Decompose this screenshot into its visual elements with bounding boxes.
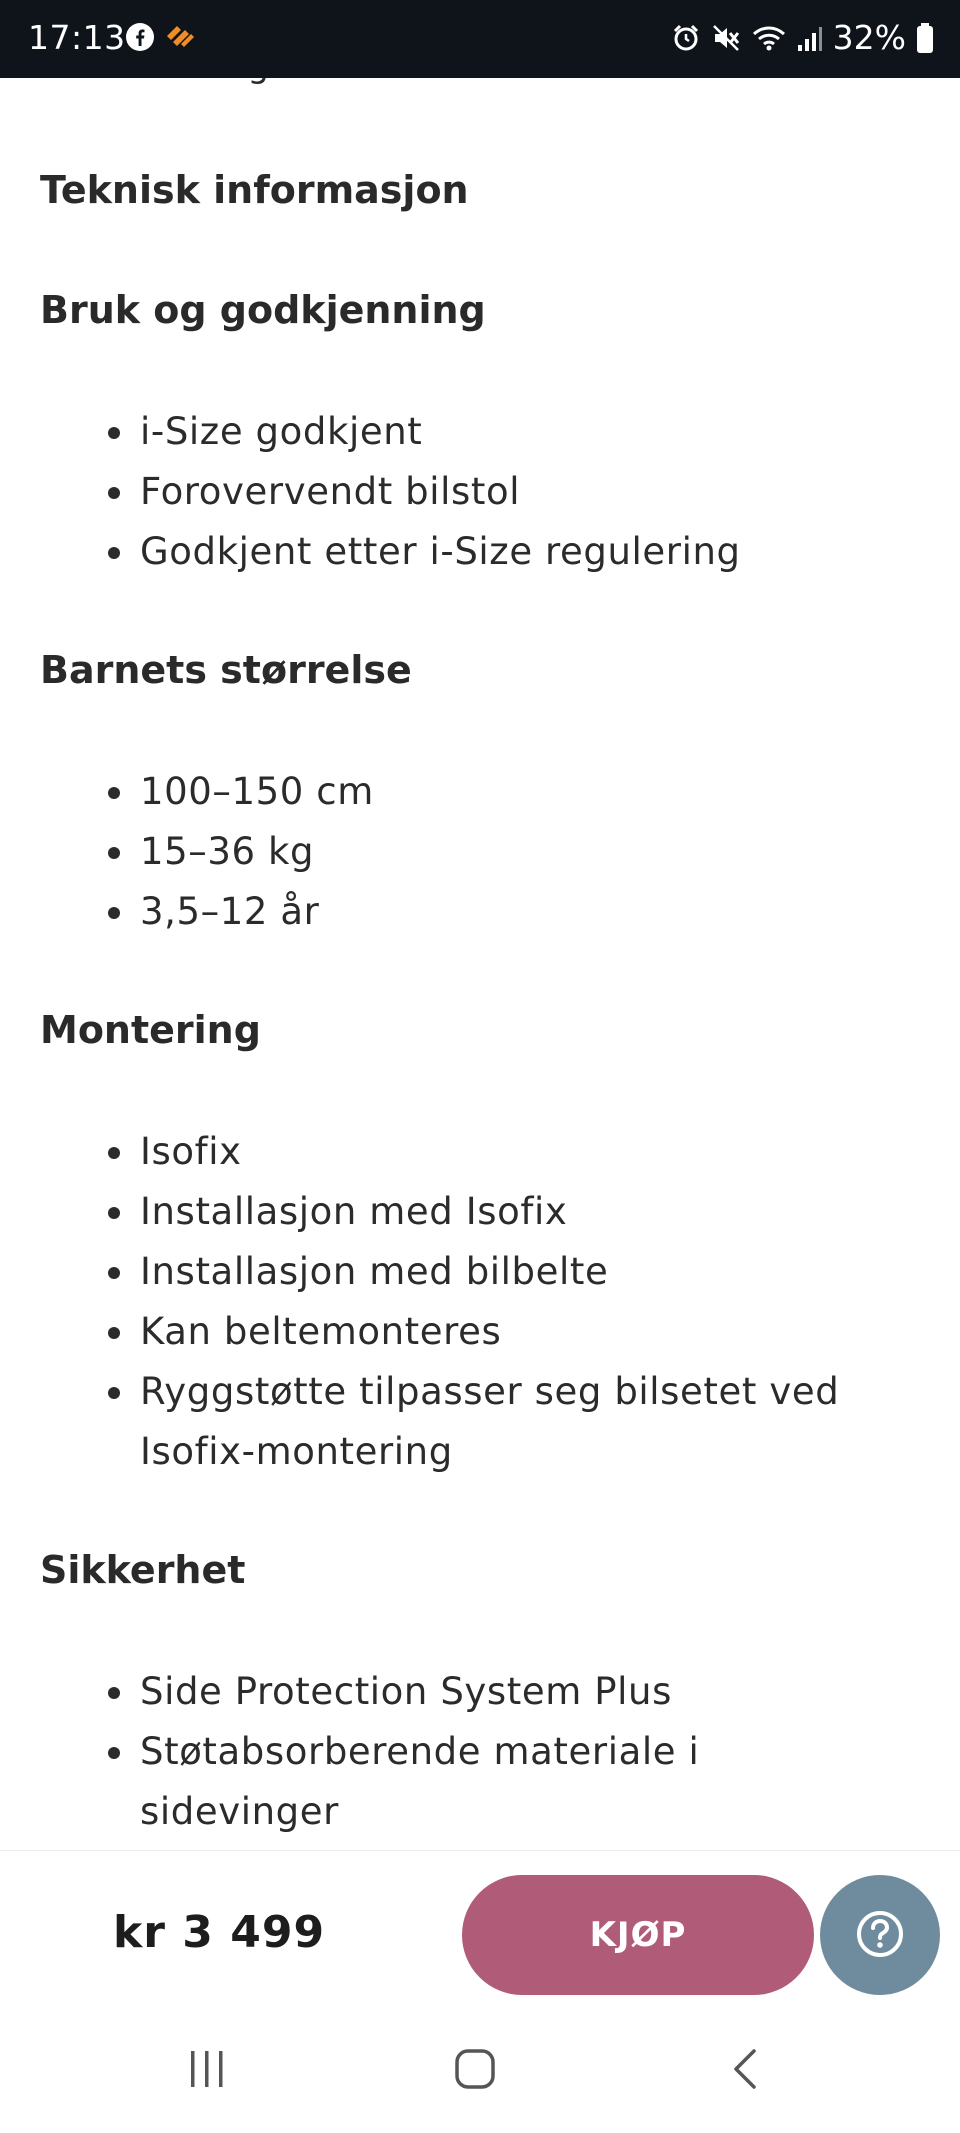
list-item: Side Protection System Plus <box>100 1662 900 1722</box>
status-notification-icons <box>125 22 197 56</box>
purchase-bar <box>0 1850 960 2011</box>
bullet-dot <box>108 427 120 439</box>
list-item: i-Size godkjent <box>100 402 900 462</box>
bullet-dot <box>108 787 120 799</box>
montering-list <box>100 1122 900 1482</box>
status-time: 17:13 <box>28 18 126 57</box>
list-item: Ryggstøtte tilpasser seg bilsetet ved Isofix-montering <box>100 1362 900 1482</box>
battery-percentage: 32% <box>832 18 906 57</box>
barnets-storrelse-list <box>100 762 900 942</box>
section-heading-bruk-og-godkjenning: Bruk og godkjenning <box>40 288 486 332</box>
list-item: Godkjent etter i-Size regulering <box>100 522 900 582</box>
bullet-dot <box>108 1327 120 1339</box>
list-item: 15–36 kg <box>100 822 900 882</box>
section-heading-barnets-storrelse: Barnets størrelse <box>40 648 412 692</box>
bullet-dot <box>108 487 120 499</box>
section-heading-teknisk-informasjon: Teknisk informasjon <box>40 168 469 212</box>
list-item: Isofix <box>100 1122 900 1182</box>
bullet-dot <box>108 907 120 919</box>
mute-icon <box>711 23 741 53</box>
technical-info-content <box>0 78 960 1850</box>
list-item: Kan beltemonteres <box>100 1302 900 1362</box>
sikkerhet-list <box>100 1662 900 1842</box>
list-item: Støtabsorberende materiale i sidevinger <box>100 1722 900 1842</box>
help-button[interactable] <box>820 1875 940 1995</box>
signal-icon <box>797 23 823 53</box>
list-item: 3,5–12 år <box>100 882 900 942</box>
list-item: Installasjon med bilbelte <box>100 1242 900 1302</box>
facebook-icon <box>125 22 155 56</box>
bruk-og-godkjenning-list <box>100 402 900 582</box>
section-heading-montering: Montering <box>40 1008 261 1052</box>
list-item: 100–150 cm <box>100 762 900 822</box>
bullet-dot <box>108 1207 120 1219</box>
bullet-dot <box>108 1747 120 1759</box>
back-button[interactable] <box>710 2040 780 2100</box>
recent-apps-icon <box>185 2049 229 2092</box>
bullet-dot <box>108 1267 120 1279</box>
list-item: Installasjon med Isofix <box>100 1182 900 1242</box>
status-bar <box>0 0 960 78</box>
bullet-dot <box>108 547 120 559</box>
back-icon <box>730 2047 760 2094</box>
battery-icon <box>916 22 934 54</box>
home-button[interactable] <box>440 2040 510 2100</box>
recent-apps-button[interactable] <box>172 2040 242 2100</box>
buy-button[interactable]: KJØP <box>462 1875 814 1995</box>
wifi-icon <box>751 23 787 53</box>
alarm-icon <box>671 23 701 53</box>
question-icon <box>855 1909 905 1962</box>
list-item: Forovervendt bilstol <box>100 462 900 522</box>
app-notification-icon <box>163 22 197 56</box>
bullet-dot <box>108 1387 120 1399</box>
home-icon <box>453 2047 497 2094</box>
bullet-dot <box>108 1147 120 1159</box>
section-heading-sikkerhet: Sikkerhet <box>40 1548 246 1592</box>
status-system-icons <box>671 18 934 58</box>
bullet-dot <box>108 1687 120 1699</box>
price-label: kr 3 499 <box>113 1907 326 1958</box>
system-nav-bar <box>0 2010 960 2133</box>
bullet-dot <box>108 847 120 859</box>
